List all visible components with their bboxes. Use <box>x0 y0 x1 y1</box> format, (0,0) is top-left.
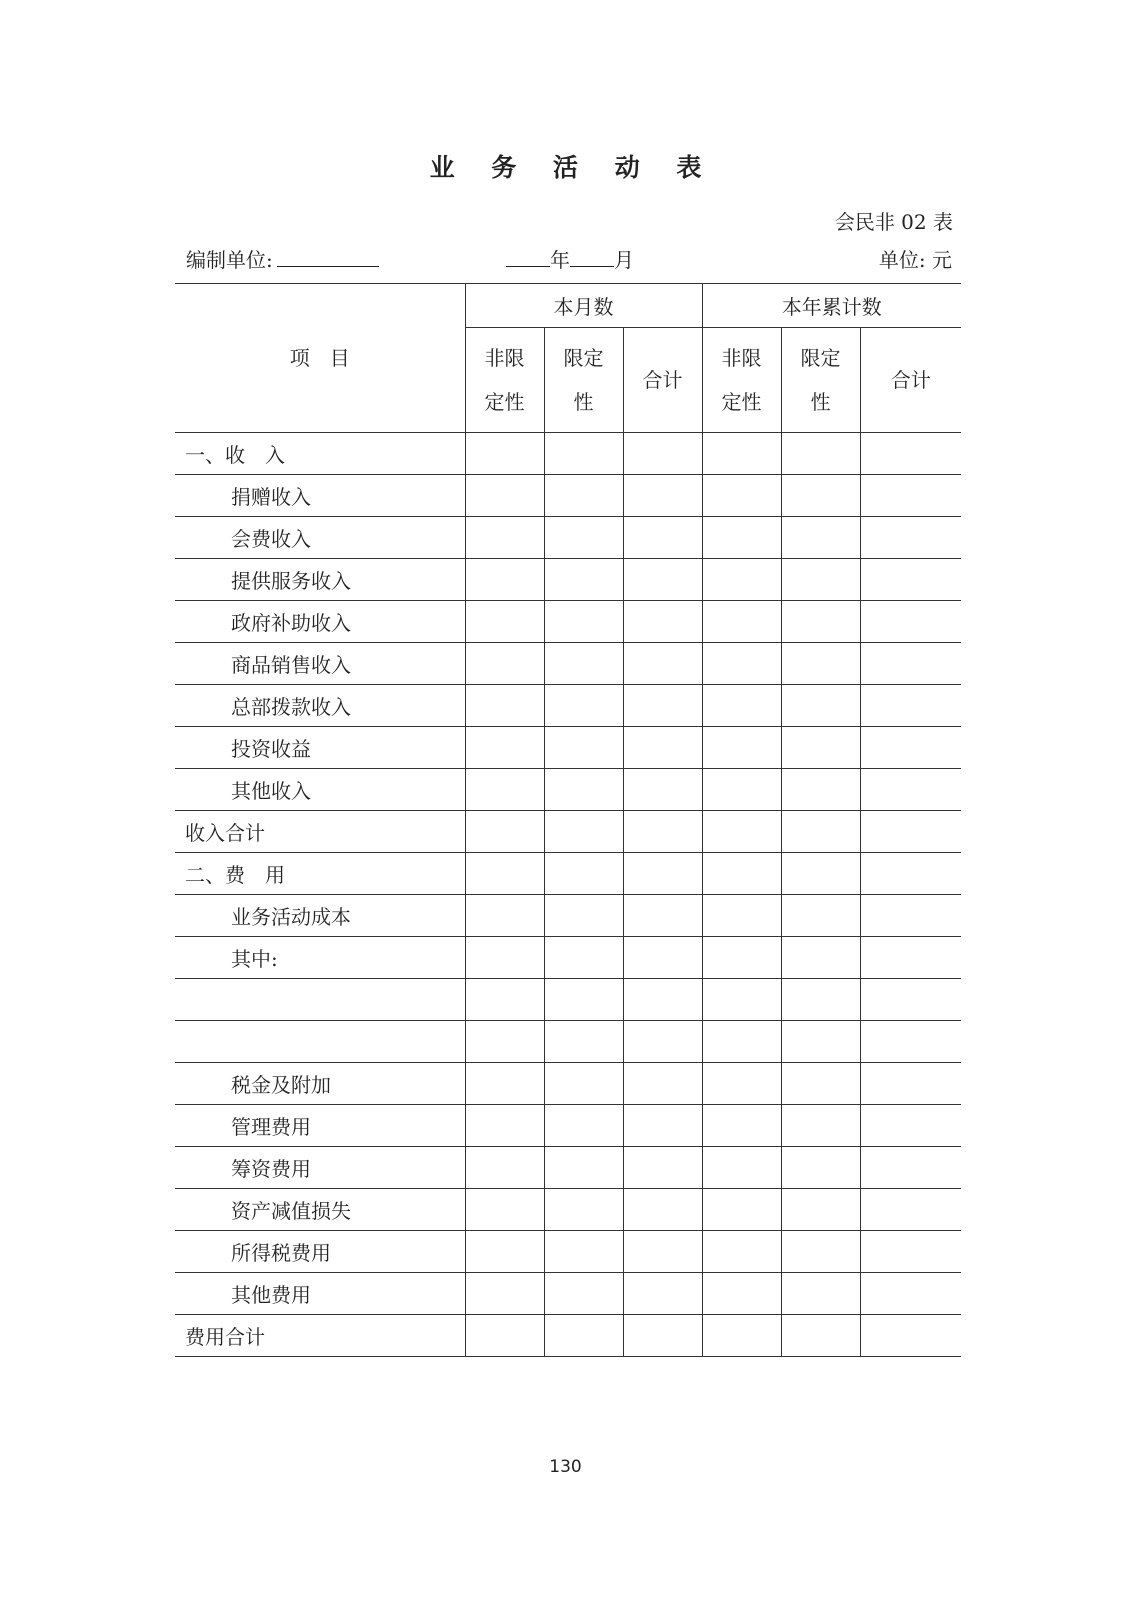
currency-unit: 单位: 元 <box>878 248 952 272</box>
value-cell[interactable] <box>544 1189 623 1231</box>
value-cell[interactable] <box>860 895 961 937</box>
value-cell[interactable] <box>623 895 702 937</box>
value-cell[interactable] <box>623 937 702 979</box>
table-row <box>175 1147 961 1189</box>
table-row <box>175 1231 961 1273</box>
value-cell[interactable] <box>623 1231 702 1273</box>
value-cell[interactable] <box>702 1105 781 1147</box>
value-cell[interactable] <box>860 727 961 769</box>
table-row <box>175 895 961 937</box>
value-cell[interactable] <box>702 1063 781 1105</box>
value-cell[interactable] <box>465 559 544 601</box>
value-cell[interactable] <box>781 601 860 643</box>
value-cell[interactable] <box>465 811 544 853</box>
table-row <box>175 601 961 643</box>
form-code: 会民非 02 表 <box>834 210 953 234</box>
value-cell[interactable] <box>860 769 961 811</box>
value-cell[interactable] <box>623 1147 702 1189</box>
sub-header-3: 非限 定性 <box>702 328 781 433</box>
value-cell[interactable] <box>544 475 623 517</box>
sub-header-4: 限定 性 <box>781 328 860 433</box>
value-cell[interactable] <box>465 1189 544 1231</box>
sub-header-0: 非限 定性 <box>465 328 544 433</box>
value-cell[interactable] <box>702 769 781 811</box>
row-label: 所得税费用 <box>175 1231 465 1273</box>
value-cell[interactable] <box>702 517 781 559</box>
value-cell[interactable] <box>702 979 781 1021</box>
value-cell[interactable] <box>623 979 702 1021</box>
value-cell[interactable] <box>623 559 702 601</box>
value-cell[interactable] <box>623 1063 702 1105</box>
value-cell[interactable] <box>860 937 961 979</box>
value-cell[interactable] <box>702 853 781 895</box>
value-cell[interactable] <box>465 475 544 517</box>
year-blank[interactable] <box>506 246 550 267</box>
value-cell[interactable] <box>860 1273 961 1315</box>
row-label: 投资收益 <box>175 727 465 769</box>
row-label: 管理费用 <box>175 1105 465 1147</box>
value-cell[interactable] <box>544 895 623 937</box>
value-cell[interactable] <box>544 559 623 601</box>
value-cell[interactable] <box>781 475 860 517</box>
value-cell[interactable] <box>860 1021 961 1063</box>
value-cell[interactable] <box>781 1105 860 1147</box>
row-label: 总部拨款收入 <box>175 685 465 727</box>
value-cell[interactable] <box>781 1315 860 1357</box>
value-cell[interactable] <box>781 1189 860 1231</box>
value-cell[interactable] <box>544 1231 623 1273</box>
value-cell[interactable] <box>465 643 544 685</box>
table-row <box>175 1063 961 1105</box>
value-cell[interactable] <box>702 643 781 685</box>
value-cell[interactable] <box>860 433 961 475</box>
value-cell[interactable] <box>781 685 860 727</box>
value-cell[interactable] <box>544 601 623 643</box>
value-cell[interactable] <box>623 601 702 643</box>
value-cell[interactable] <box>465 433 544 475</box>
value-cell[interactable] <box>781 811 860 853</box>
year-label: 年 <box>550 248 570 272</box>
value-cell[interactable] <box>623 685 702 727</box>
value-cell[interactable] <box>465 1273 544 1315</box>
value-cell[interactable] <box>860 1105 961 1147</box>
value-cell[interactable] <box>860 601 961 643</box>
value-cell[interactable] <box>465 1315 544 1357</box>
table-row <box>175 517 961 559</box>
value-cell[interactable] <box>623 853 702 895</box>
row-label: 业务活动成本 <box>175 895 465 937</box>
value-cell[interactable] <box>544 517 623 559</box>
table-row <box>175 685 961 727</box>
sub-header-5: 合计 <box>860 328 961 433</box>
row-label: 会费收入 <box>175 517 465 559</box>
month-blank[interactable] <box>570 246 614 267</box>
table-row <box>175 1105 961 1147</box>
value-cell[interactable] <box>623 1315 702 1357</box>
value-cell[interactable] <box>781 727 860 769</box>
table-row <box>175 937 961 979</box>
value-cell[interactable] <box>544 1315 623 1357</box>
row-label <box>175 979 465 1021</box>
table-row <box>175 853 961 895</box>
table-row <box>175 727 961 769</box>
value-cell[interactable] <box>860 559 961 601</box>
value-cell[interactable] <box>781 853 860 895</box>
value-cell[interactable] <box>544 979 623 1021</box>
value-cell[interactable] <box>702 1147 781 1189</box>
value-cell[interactable] <box>781 1231 860 1273</box>
activity-table <box>175 283 961 1357</box>
value-cell[interactable] <box>544 433 623 475</box>
value-cell[interactable] <box>781 1147 860 1189</box>
value-cell[interactable] <box>702 811 781 853</box>
value-cell[interactable] <box>860 1189 961 1231</box>
value-cell[interactable] <box>465 769 544 811</box>
row-label: 二、费 用 <box>175 853 465 895</box>
unit-label: 编制单位: <box>186 248 273 272</box>
value-cell[interactable] <box>544 727 623 769</box>
page-number: 130 <box>549 1457 582 1477</box>
group-header-month: 本月数 <box>465 284 702 328</box>
value-cell[interactable] <box>781 769 860 811</box>
row-label: 其中: <box>175 937 465 979</box>
value-cell[interactable] <box>623 1105 702 1147</box>
value-cell[interactable] <box>702 1273 781 1315</box>
value-cell[interactable] <box>623 811 702 853</box>
value-cell[interactable] <box>465 727 544 769</box>
table-row <box>175 1315 961 1357</box>
value-cell[interactable] <box>702 895 781 937</box>
table-row <box>175 559 961 601</box>
table-body <box>175 433 961 1357</box>
value-cell[interactable] <box>702 937 781 979</box>
value-cell[interactable] <box>465 1063 544 1105</box>
value-cell[interactable] <box>544 853 623 895</box>
row-label: 税金及附加 <box>175 1063 465 1105</box>
value-cell[interactable] <box>623 727 702 769</box>
group-header-year: 本年累计数 <box>702 284 961 328</box>
value-cell[interactable] <box>781 979 860 1021</box>
value-cell[interactable] <box>623 475 702 517</box>
value-cell[interactable] <box>465 517 544 559</box>
value-cell[interactable] <box>544 643 623 685</box>
value-cell[interactable] <box>781 559 860 601</box>
value-cell[interactable] <box>860 811 961 853</box>
value-cell[interactable] <box>781 1021 860 1063</box>
row-label: 其他收入 <box>175 769 465 811</box>
value-cell[interactable] <box>465 1105 544 1147</box>
row-label: 筹资费用 <box>175 1147 465 1189</box>
value-cell[interactable] <box>465 979 544 1021</box>
value-cell[interactable] <box>781 517 860 559</box>
value-cell[interactable] <box>623 433 702 475</box>
table-row <box>175 769 961 811</box>
row-label: 商品销售收入 <box>175 643 465 685</box>
value-cell[interactable] <box>465 937 544 979</box>
value-cell[interactable] <box>860 1147 961 1189</box>
value-cell[interactable] <box>465 1231 544 1273</box>
period-field <box>506 244 634 273</box>
value-cell[interactable] <box>623 1021 702 1063</box>
value-cell[interactable] <box>860 1063 961 1105</box>
row-label: 费用合计 <box>175 1315 465 1357</box>
value-cell[interactable] <box>544 1021 623 1063</box>
value-cell[interactable] <box>465 685 544 727</box>
value-cell[interactable] <box>702 1231 781 1273</box>
table-row <box>175 433 961 475</box>
value-cell[interactable] <box>702 1021 781 1063</box>
row-label: 一、收 入 <box>175 433 465 475</box>
value-cell[interactable] <box>860 853 961 895</box>
value-cell[interactable] <box>623 1189 702 1231</box>
unit-field <box>186 244 379 273</box>
table-row <box>175 1273 961 1315</box>
value-cell[interactable] <box>860 517 961 559</box>
month-label: 月 <box>614 248 634 272</box>
value-cell[interactable] <box>544 811 623 853</box>
row-label: 收入合计 <box>175 811 465 853</box>
value-cell[interactable] <box>623 769 702 811</box>
value-cell[interactable] <box>544 1063 623 1105</box>
value-cell[interactable] <box>702 1315 781 1357</box>
value-cell[interactable] <box>702 727 781 769</box>
table-row <box>175 1189 961 1231</box>
value-cell[interactable] <box>860 475 961 517</box>
header-row-groups <box>175 284 961 328</box>
value-cell[interactable] <box>781 937 860 979</box>
row-label: 其他费用 <box>175 1273 465 1315</box>
page-title: 业 务 活 动 表 <box>429 153 716 182</box>
table-row <box>175 475 961 517</box>
value-cell[interactable] <box>702 601 781 643</box>
value-cell[interactable] <box>781 1273 860 1315</box>
value-cell[interactable] <box>544 1105 623 1147</box>
value-cell[interactable] <box>781 1063 860 1105</box>
value-cell[interactable] <box>702 475 781 517</box>
value-cell[interactable] <box>544 937 623 979</box>
value-cell[interactable] <box>544 769 623 811</box>
value-cell[interactable] <box>465 1021 544 1063</box>
value-cell[interactable] <box>860 1231 961 1273</box>
value-cell[interactable] <box>702 559 781 601</box>
unit-blank[interactable] <box>277 246 379 267</box>
value-cell[interactable] <box>623 1273 702 1315</box>
value-cell[interactable] <box>781 895 860 937</box>
table-row <box>175 811 961 853</box>
value-cell[interactable] <box>465 601 544 643</box>
value-cell[interactable] <box>544 1273 623 1315</box>
value-cell[interactable] <box>702 433 781 475</box>
meta-row <box>186 244 952 272</box>
value-cell[interactable] <box>781 643 860 685</box>
value-cell[interactable] <box>860 685 961 727</box>
value-cell[interactable] <box>702 1189 781 1231</box>
value-cell[interactable] <box>860 643 961 685</box>
sub-header-2: 合计 <box>623 328 702 433</box>
table-row <box>175 1021 961 1063</box>
row-label <box>175 1021 465 1063</box>
item-header: 项 目 <box>175 284 465 433</box>
value-cell[interactable] <box>544 685 623 727</box>
row-label: 提供服务收入 <box>175 559 465 601</box>
value-cell[interactable] <box>623 643 702 685</box>
table-row <box>175 979 961 1021</box>
value-cell[interactable] <box>781 433 860 475</box>
table-row <box>175 643 961 685</box>
row-label: 政府补助收入 <box>175 601 465 643</box>
value-cell[interactable] <box>465 1147 544 1189</box>
row-label: 捐赠收入 <box>175 475 465 517</box>
value-cell[interactable] <box>860 979 961 1021</box>
value-cell[interactable] <box>860 1315 961 1357</box>
value-cell[interactable] <box>465 895 544 937</box>
value-cell[interactable] <box>623 517 702 559</box>
value-cell[interactable] <box>465 853 544 895</box>
row-label: 资产减值损失 <box>175 1189 465 1231</box>
value-cell[interactable] <box>544 1147 623 1189</box>
sub-header-1: 限定 性 <box>544 328 623 433</box>
value-cell[interactable] <box>702 685 781 727</box>
